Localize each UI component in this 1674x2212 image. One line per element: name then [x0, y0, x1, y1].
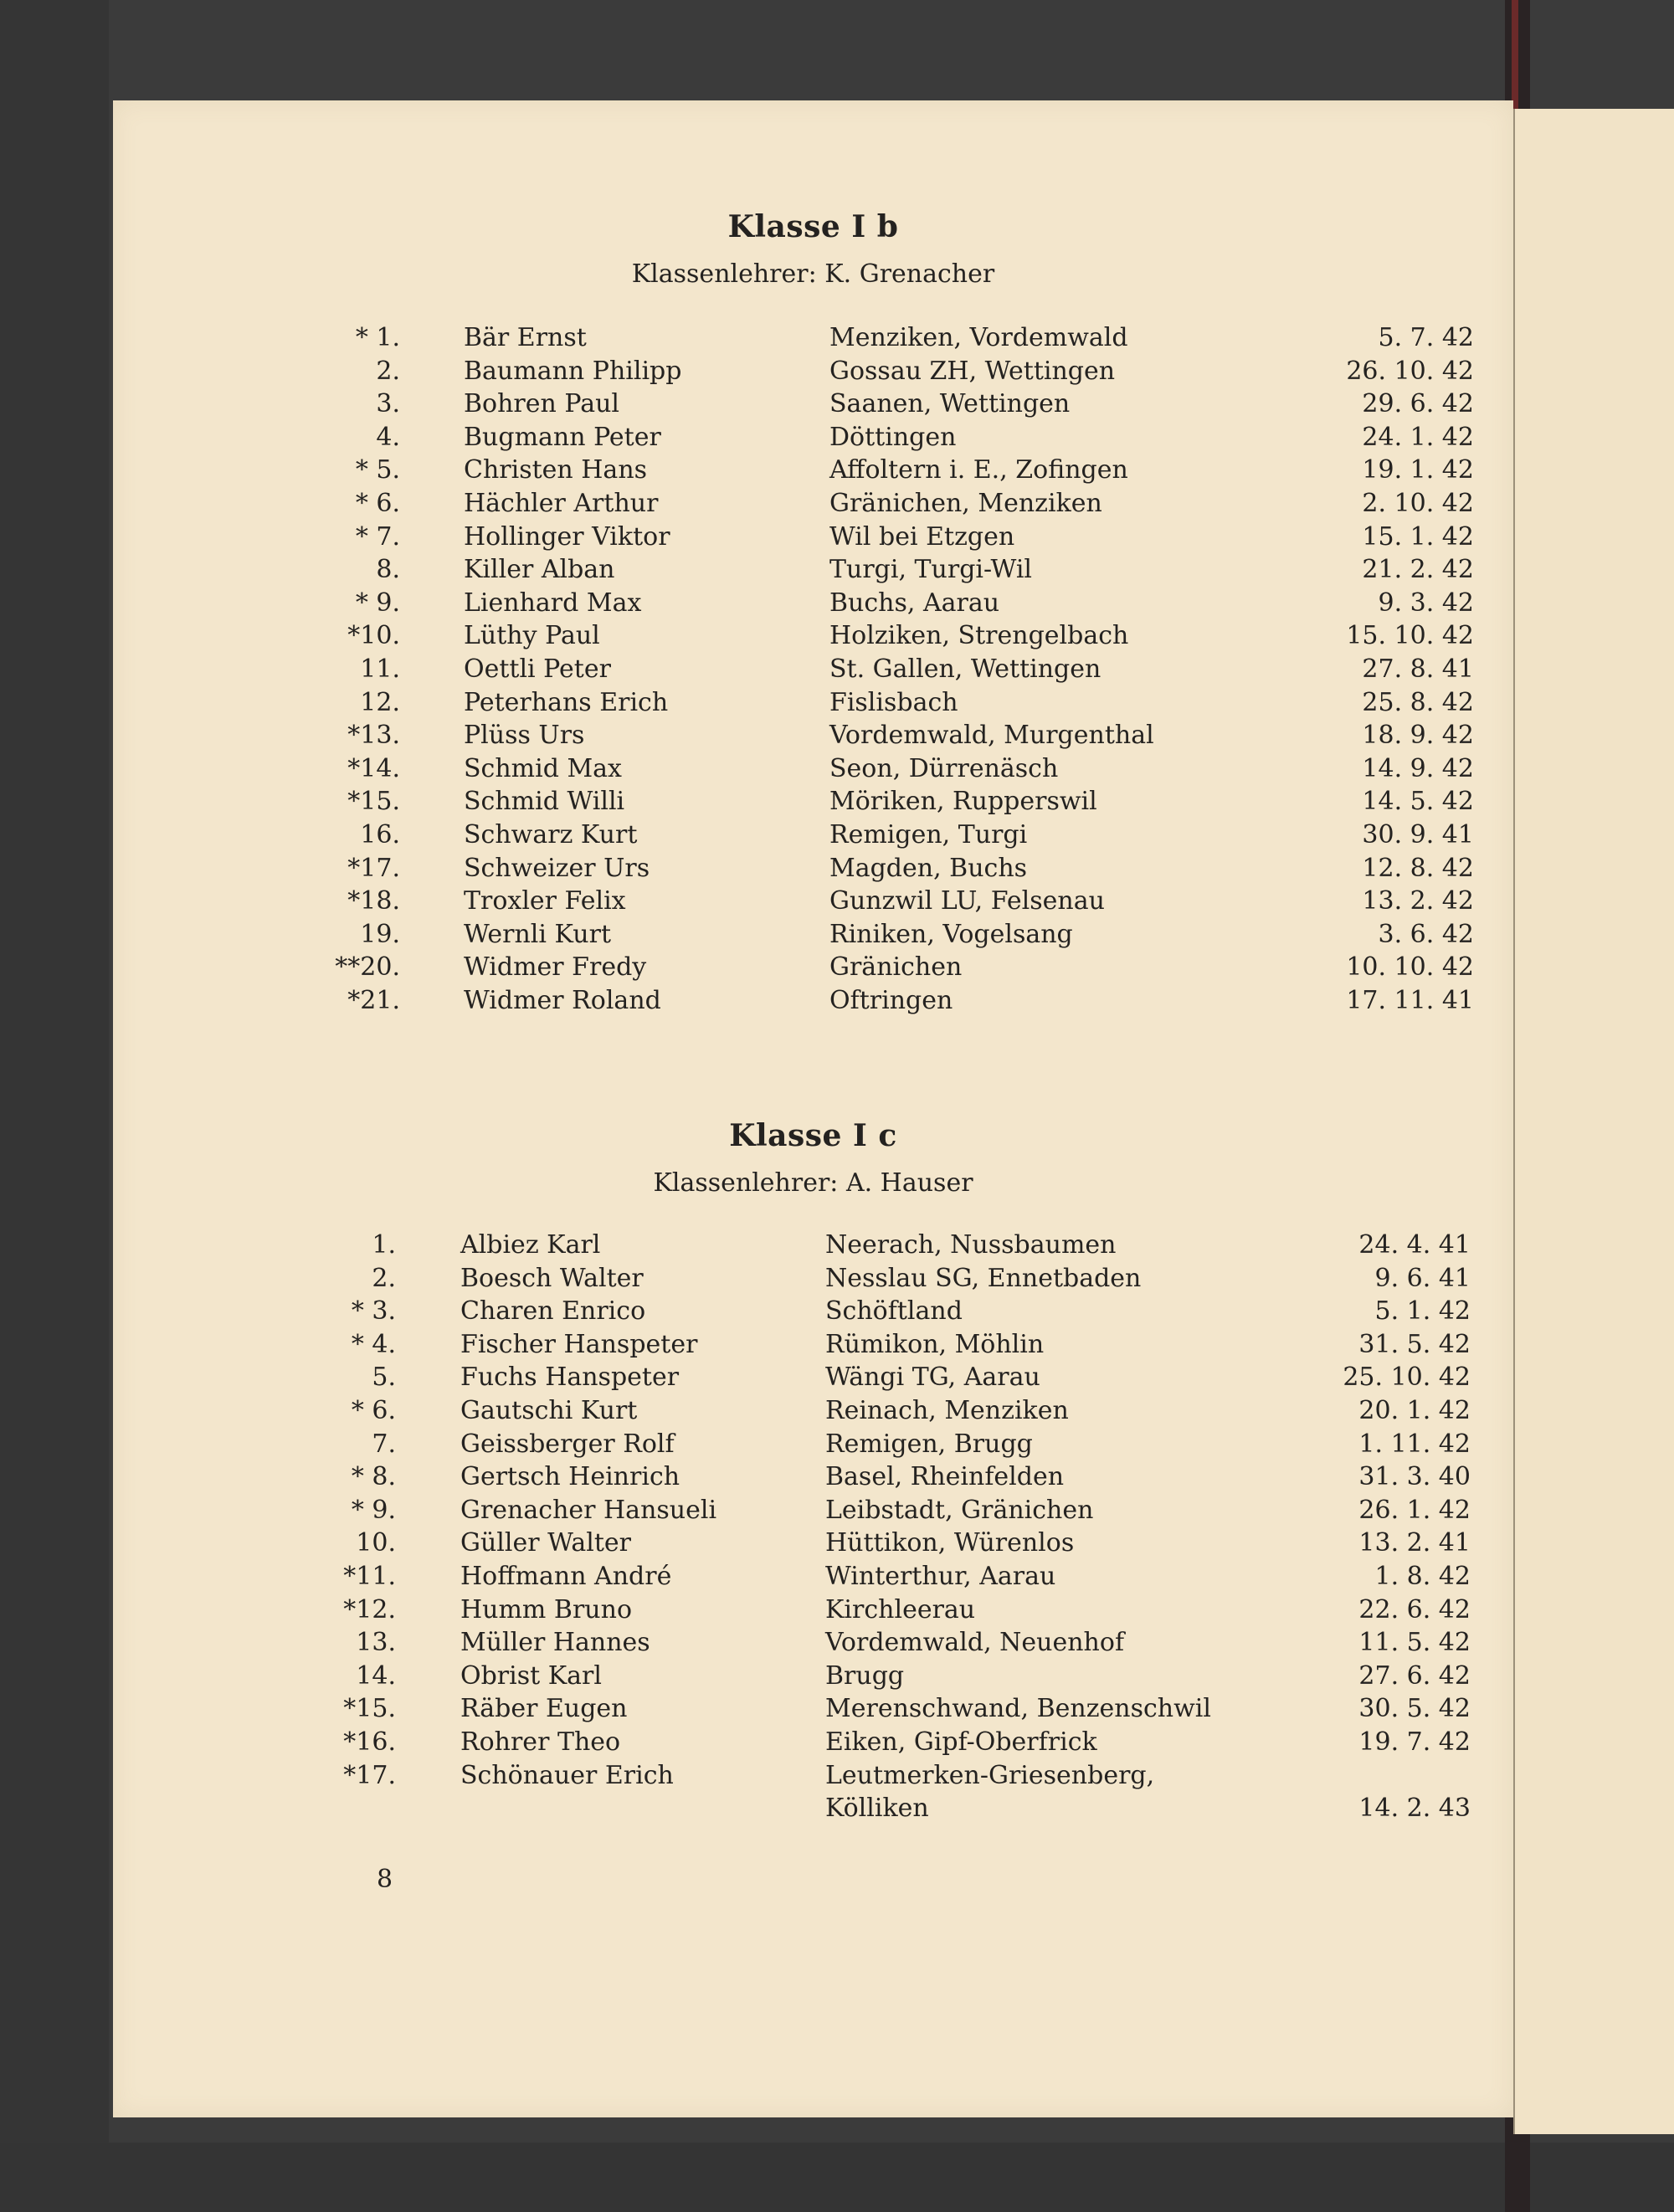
student-places: Wängi TG, Aarau	[825, 1363, 1040, 1393]
student-places: Nesslau SG, Ennetbaden	[825, 1263, 1142, 1293]
student-places-line-1: Leutmerken-Griesenberg,	[825, 1760, 1155, 1790]
student-name: Schweizer Urs	[464, 853, 650, 883]
student-name: Oettli Peter	[464, 654, 611, 684]
student-places: St. Gallen, Wettingen	[829, 654, 1101, 684]
birth-date: 20. 1. 42	[1358, 1395, 1471, 1425]
birth-date: 3. 6. 42	[1378, 919, 1474, 949]
student-name: Troxler Felix	[464, 886, 626, 916]
birth-date: 18. 9. 42	[1362, 721, 1474, 751]
student-places: Merenschwand, Benzenschwil	[825, 1694, 1211, 1724]
student-places: Schöftland	[825, 1296, 963, 1327]
student-row	[113, 487, 1513, 521]
student-name: Albiez Karl	[460, 1230, 601, 1260]
student-name: Plüss Urs	[464, 721, 585, 751]
student-name: Fischer Hanspeter	[460, 1329, 698, 1359]
student-places: Eiken, Gipf-Oberfrick	[825, 1727, 1097, 1757]
student-row	[113, 1361, 1513, 1394]
student-row	[113, 1527, 1513, 1560]
student-name: Gautschi Kurt	[460, 1395, 638, 1425]
student-places: Rümikon, Möhlin	[825, 1329, 1045, 1359]
birth-date: 17. 11. 41	[1346, 985, 1474, 1015]
student-name: Charen Enrico	[460, 1296, 646, 1327]
student-number: 10.	[356, 1528, 396, 1558]
student-number: 12.	[360, 687, 400, 717]
student-number: * 9.	[351, 1495, 396, 1525]
student-name: Christen Hans	[464, 455, 648, 485]
student-places: Buchs, Aarau	[829, 588, 1000, 618]
student-places: Remigen, Brugg	[825, 1429, 1033, 1459]
student-row	[113, 951, 1513, 984]
birth-date: 24. 1. 42	[1362, 422, 1474, 452]
student-row	[113, 785, 1513, 819]
student-name: Fuchs Hanspeter	[460, 1363, 680, 1393]
student-row	[113, 1660, 1513, 1693]
birth-date: 25. 8. 42	[1362, 687, 1474, 717]
student-name: Hächler Arthur	[464, 488, 659, 518]
student-name: Rohrer Theo	[460, 1727, 621, 1757]
student-number: * 8.	[351, 1462, 396, 1492]
student-number: 14.	[356, 1660, 396, 1691]
student-number: *12.	[343, 1594, 396, 1624]
birth-date: 1. 11. 42	[1358, 1429, 1471, 1459]
student-places: Hüttikon, Würenlos	[825, 1528, 1075, 1558]
student-number: **20.	[335, 952, 400, 983]
student-row	[113, 387, 1513, 421]
student-places: Neerach, Nussbaumen	[825, 1230, 1117, 1260]
student-number: * 6.	[351, 1395, 396, 1425]
birth-date: 31. 3. 40	[1358, 1462, 1471, 1492]
student-row	[113, 587, 1513, 620]
student-number: 13.	[356, 1628, 396, 1658]
student-places: Wil bei Etzgen	[829, 521, 1015, 552]
student-number: * 9.	[355, 588, 400, 618]
student-row	[113, 1295, 1513, 1328]
student-number: *18.	[347, 886, 400, 916]
student-name: Hollinger Viktor	[464, 521, 670, 552]
student-number: * 1.	[355, 323, 400, 352]
student-row	[113, 1759, 1513, 1825]
student-number: * 7.	[355, 521, 400, 552]
student-name: Widmer Fredy	[464, 952, 647, 983]
student-number: *13.	[347, 721, 400, 751]
student-places: Saanen, Wettingen	[829, 389, 1071, 419]
student-name: Grenacher Hansueli	[460, 1495, 717, 1525]
student-row	[113, 852, 1513, 885]
birth-date: 19. 1. 42	[1362, 455, 1474, 485]
student-places: Gossau ZH, Wettingen	[829, 356, 1116, 386]
student-places: Winterthur, Aarau	[825, 1561, 1056, 1591]
student-places: Riniken, Vogelsang	[829, 919, 1073, 949]
birth-date: 1. 8. 42	[1374, 1561, 1471, 1591]
student-name: Wernli Kurt	[464, 919, 612, 949]
student-places: Basel, Rheinfelden	[825, 1462, 1065, 1492]
student-row	[113, 421, 1513, 454]
student-row	[113, 553, 1513, 587]
student-places: Magden, Buchs	[829, 853, 1028, 883]
student-number: * 3.	[351, 1296, 396, 1327]
student-name: Peterhans Erich	[464, 687, 669, 717]
student-number: 16.	[360, 819, 400, 849]
student-row	[113, 1626, 1513, 1660]
student-number: * 4.	[351, 1329, 396, 1359]
birth-date: 5. 1. 42	[1374, 1296, 1471, 1327]
birth-date: 30. 5. 42	[1358, 1694, 1471, 1724]
birth-date: 21. 2. 42	[1362, 555, 1474, 585]
birth-date: 15. 10. 42	[1346, 621, 1474, 651]
student-number: *14.	[347, 753, 400, 783]
student-row	[113, 1494, 1513, 1527]
birth-date: 12. 8. 42	[1362, 853, 1474, 883]
student-name: Güller Walter	[460, 1528, 631, 1558]
student-number: 4.	[376, 422, 400, 452]
student-number: *15.	[347, 787, 400, 817]
student-number: 7.	[372, 1429, 396, 1459]
birth-date: 10. 10. 42	[1346, 952, 1474, 983]
student-row	[113, 885, 1513, 918]
birth-date: 29. 6. 42	[1362, 389, 1474, 419]
student-places: Vordemwald, Neuenhof	[825, 1628, 1125, 1658]
student-name: Schmid Max	[464, 753, 622, 783]
student-row	[113, 984, 1513, 1018]
student-places: Fislisbach	[829, 687, 958, 717]
student-name: Widmer Roland	[464, 985, 661, 1015]
student-name: Hoffmann André	[460, 1561, 672, 1591]
student-row	[113, 653, 1513, 686]
birth-date: 15. 1. 42	[1362, 521, 1474, 552]
spine-binding-mark	[1512, 0, 1518, 109]
student-row	[113, 686, 1513, 720]
birth-date: 11. 5. 42	[1358, 1628, 1471, 1658]
teacher-line-ic: Klassenlehrer: A. Hauser	[653, 1168, 973, 1198]
student-number: *16.	[343, 1727, 396, 1757]
birth-date: 31. 5. 42	[1358, 1329, 1471, 1359]
student-row	[113, 1428, 1513, 1461]
student-name: Geissberger Rolf	[460, 1429, 675, 1459]
student-number: 11.	[360, 654, 400, 684]
student-row	[113, 1394, 1513, 1428]
birth-date: 24. 4. 41	[1358, 1230, 1471, 1260]
student-name: Boesch Walter	[460, 1263, 644, 1293]
student-places: Gränichen, Menziken	[829, 488, 1102, 518]
student-number: *21.	[347, 985, 400, 1015]
student-name: Schönauer Erich	[460, 1760, 674, 1790]
scan-background-bottom	[0, 2143, 1674, 2212]
student-name: Bär Ernst	[464, 323, 587, 352]
student-places: Döttingen	[829, 422, 957, 452]
student-row	[113, 1692, 1513, 1726]
student-places: Remigen, Turgi	[829, 819, 1028, 849]
student-row	[113, 521, 1513, 554]
student-row	[113, 719, 1513, 752]
student-list-ib	[113, 321, 1513, 1017]
student-places: Turgi, Turgi-Wil	[829, 555, 1033, 585]
student-number: 8.	[376, 555, 400, 585]
student-places: Kirchleerau	[825, 1594, 976, 1624]
student-number: *10.	[347, 621, 400, 651]
birth-date: 27. 8. 41	[1362, 654, 1474, 684]
student-row	[113, 1726, 1513, 1759]
birth-date: 26. 1. 42	[1358, 1495, 1471, 1525]
student-places: Gränichen	[829, 952, 963, 983]
student-places: Oftringen	[829, 985, 953, 1015]
student-places-line-2: Kölliken	[825, 1794, 929, 1824]
student-row	[113, 1560, 1513, 1594]
student-name: Bugmann Peter	[464, 422, 661, 452]
student-number: * 6.	[355, 488, 400, 518]
student-row	[113, 1594, 1513, 1627]
student-number: 19.	[360, 919, 400, 949]
section-title-klasse-ib: Klasse I b	[727, 209, 899, 244]
birth-date: 9. 6. 41	[1374, 1263, 1471, 1293]
student-row	[113, 819, 1513, 852]
student-row	[113, 918, 1513, 952]
student-places: Vordemwald, Murgenthal	[829, 721, 1154, 751]
facing-page	[1513, 109, 1674, 2134]
birth-date: 14. 2. 43	[1358, 1794, 1471, 1824]
birth-date: 14. 9. 42	[1362, 753, 1474, 783]
birth-date: 26. 10. 42	[1346, 356, 1474, 386]
scan-background	[0, 0, 109, 2212]
student-row	[113, 619, 1513, 653]
birth-date: 13. 2. 42	[1362, 886, 1474, 916]
birth-date: 14. 5. 42	[1362, 787, 1474, 817]
student-number: *15.	[343, 1694, 396, 1724]
student-number: 2.	[372, 1263, 396, 1293]
birth-date: 13. 2. 41	[1358, 1528, 1471, 1558]
student-places: Menziken, Vordemwald	[829, 323, 1128, 352]
student-name: Schmid Willi	[464, 787, 625, 817]
page-number: 8	[377, 1865, 393, 1894]
student-places: Holziken, Strengelbach	[829, 621, 1129, 651]
student-name: Gertsch Heinrich	[460, 1462, 680, 1492]
teacher-line-ib: Klassenlehrer: K. Grenacher	[631, 259, 995, 289]
birth-date: 27. 6. 42	[1358, 1660, 1471, 1691]
student-places	[825, 1759, 1154, 1825]
student-row	[113, 1328, 1513, 1362]
student-name: Müller Hannes	[460, 1628, 650, 1658]
birth-date: 19. 7. 42	[1358, 1727, 1471, 1757]
student-places: Gunzwil LU, Felsenau	[829, 886, 1105, 916]
student-row	[113, 752, 1513, 786]
student-name: Baumann Philipp	[464, 356, 682, 386]
student-row	[113, 1229, 1513, 1262]
student-number: 2.	[376, 356, 400, 386]
student-places: Brugg	[825, 1660, 905, 1691]
birth-date: 22. 6. 42	[1358, 1594, 1471, 1624]
student-places: Affoltern i. E., Zofingen	[829, 455, 1128, 485]
student-number: *17.	[343, 1760, 396, 1790]
birth-date: 5. 7. 42	[1378, 323, 1474, 352]
birth-date: 30. 9. 41	[1362, 819, 1474, 849]
document-page	[113, 100, 1513, 2117]
student-name: Räber Eugen	[460, 1694, 628, 1724]
student-row	[113, 454, 1513, 487]
student-places: Reinach, Menziken	[825, 1395, 1069, 1425]
birth-date: 9. 3. 42	[1378, 588, 1474, 618]
student-row	[113, 321, 1513, 355]
section-title-klasse-ic: Klasse I c	[729, 1118, 897, 1153]
student-number: *17.	[347, 853, 400, 883]
student-name: Lienhard Max	[464, 588, 642, 618]
student-places: Möriken, Rupperswil	[829, 787, 1097, 817]
student-number: 1.	[372, 1230, 396, 1260]
student-name: Obrist Karl	[460, 1660, 602, 1691]
student-row	[113, 1262, 1513, 1296]
student-name: Bohren Paul	[464, 389, 620, 419]
student-places: Leibstadt, Gränichen	[825, 1495, 1094, 1525]
student-list-ic	[113, 1229, 1513, 1825]
birth-date: 25. 10. 42	[1343, 1363, 1471, 1393]
student-name: Schwarz Kurt	[464, 819, 638, 849]
student-number: 5.	[372, 1363, 396, 1393]
student-number: 3.	[376, 389, 400, 419]
birth-date: 2. 10. 42	[1362, 488, 1474, 518]
student-name: Lüthy Paul	[464, 621, 600, 651]
student-row	[113, 1460, 1513, 1494]
student-row	[113, 355, 1513, 388]
student-name: Humm Bruno	[460, 1594, 633, 1624]
student-name: Killer Alban	[464, 555, 615, 585]
student-number: * 5.	[355, 455, 400, 485]
student-number: *11.	[343, 1561, 396, 1591]
student-places: Seon, Dürrenäsch	[829, 753, 1059, 783]
